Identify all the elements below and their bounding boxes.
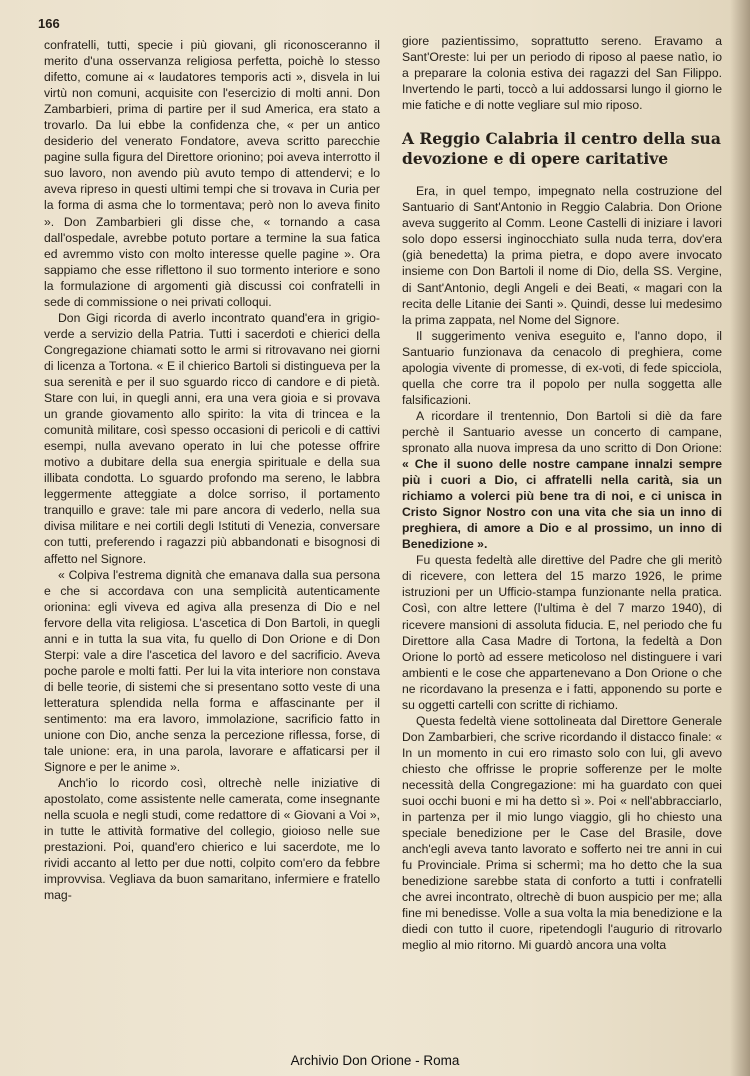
paragraph: Don Gigi ricorda di averlo incontrato quand'era in grigio-verde a servizio della Patria. Tutti i sacerdoti e chierici della Congregazione chiamati sotto le armi si ritrovavano nei giorni di licenza a Tortona. « E il chierico Bartoli si distingueva per la sua serenità e per il suo sguardo ricco di candore e di pietà. Stare con lui, in quegli anni, era una vera gioia e si provava un grande giovamento allo spirito: la vita di trincea e la comunità militare, così spesso occasioni di pericoli e di cattivi esempi, nulla avevano operato in lui che potesse offrire motivo a dubitare della sua energia spirituale e della sua illibata condotta. Lo sguardo profondo ma sereno, le labbra leggermente atteggiate a dolce sorriso, il portamento tranquillo e grave: tale mi pare ancora di vederlo, nella sua divisa militare e nei cortili degli Istituti di Venezia, conversare con tutti, preferendo i ragazzi più abbandonati e bisognosi di affetto nel Signore. <box>44 310 380 566</box>
paragraph <box>402 408 722 552</box>
left-column <box>44 37 380 904</box>
paragraph-intro: A ricordare il trentennio, Don Bartoli si diè da fare perchè il Santuario avesse un concerto di campane, spronato alla nuova impresa da uno scritto di Don Orione: <box>402 408 722 455</box>
paragraph: giore pazientissimo, soprattutto sereno. Eravamo a Sant'Oreste: lui per un periodo di riposo al paese natìo, io a preparare la colonia estiva dei ragazzi del San Filippo. Invertendo le parti, toccò a lui addossarsi lungo il giorno le mie fatiche e di notte vegliare sul mio riposo. <box>402 34 722 113</box>
right-column <box>402 33 722 953</box>
bold-quote: « Che il suono delle nostre campane innalzi sempre più i cuori a Dio, ci affratelli nella carità, sia un richiamo a volerci più bene tra di noi, e ci unisca in Cristo Signor Nostro con una vita che sia un inno di preghiera, di amore a Dio e al prossimo, un inno di Benedizione ». <box>402 457 722 552</box>
paragraph: Questa fedeltà viene sottolineata dal Direttore Generale Don Zambarbieri, che scrive ricordando il distacco finale: « In un momento in cui ero rimasto solo con lui, gli avevo chiesto che offrisse le proprie sofferenze per le molte necessità della Congregazione: mi ha guardato con quei suoi occhi buoni e mi ha detto sì ». Poi « nell'abbracciarlo, in partenza per il mio lungo viaggio, gli ho chiesto una speciale benedizione per le Case del Brasile, dove anch'egli aveva tanto lavorato e sofferto nei tre anni in cui fu Provinciale. Prima si schermì; ma ho detto che la sua benedizione sarebbe stata di conforto a tutti i confratelli che avrei incontrato, oltrechè di buon auspicio per me; alla fine mi benedisse. Volle a sua volta la mia benedizione e la diedi con tutto il cuore, ripetendogli l'augurio di ritrovarlo meglio al mio ritorno. Mi guardò ancora una volta <box>402 713 722 953</box>
archive-footer: Archivio Don Orione - Roma <box>290 1053 460 1068</box>
paragraph: Il suggerimento veniva eseguito e, l'anno dopo, il Santuario funzionava da cenacolo di preghiera, come apologia vivente di promesse, di ex-voti, di fede spicciola, quella che corre tra il popolo per nulla soggetta alle falsificazioni. <box>402 328 722 407</box>
paragraph: Era, in quel tempo, impegnato nella costruzione del Santuario di Sant'Antonio in Reggio Calabria. Don Orione aveva suggerito al Comm. Leone Castelli di iniziare i lavori solo dopo essersi inginocchiato sulla nuda terra, dov'era (già benedetta) la prima pietra, e dopo avere invocato insieme con Don Bartoli il nome di Dio, della SS. Vergine, di Sant'Antonio, degli Angeli e dei Beati, « magari con la recita delle Litanie dei Santi ». Quindi, desse lui medesimo la prima zappata, nel Nome del Signore. <box>402 184 722 327</box>
section-heading: A Reggio Calabria il centro della sua devozione e di opere caritative <box>402 129 721 169</box>
paragraph: Fu questa fedeltà alle direttive del Padre che gli meritò di ricevere, con lettera del 15 marzo 1926, le prime istruzioni per un Ufficio-stampa funzionante nella pratica. Così, con altre lettere (l'ultima è del 7 marzo 1940), di ricevere mansioni di assoluta fiducia. E, nel periodo che fu Direttore alla Casa Madre di Tortona, la fedeltà a Don Orione lo portò ad essere meticoloso nel distinguere i vari ambienti e le cose che appartenevano a Don Orione o che ne ricordavano la presenza e i fatti, apponendo su porte e su oggetti cartelli con scritte di richiamo. <box>402 553 722 712</box>
page-number: 166 <box>38 16 60 31</box>
paragraph: confratelli, tutti, specie i più giovani, gli riconosceranno il merito d'una osservanza religiosa perfetta, poichè lo stesso difetto, comune ai « laudatores temporis acti », disvela in lui virtù non comuni, acquisite con l'esercizio di molti anni. Don Zambarbieri, prima di partire per il sud America, era stato a trovarlo. Da lui ebbe la confidenza che, « per un antico desiderio del venerato Fondatore, aveva scritto parecchie pagine sulla figura del Direttore orionino; poi aveva interrotto il suo lavoro, non avendo più avuto tempo di attendervi; e lo aveva ripreso in questi ultimi tempi che si trovava in Curia per la forma di asma che lo tormentava; però non lo aveva finito ». Don Zambarbieri gli disse che, « tornando a casa dall'ospedale, avrebbe potuto portare a termine la sua fatica ed avremmo visto con molto interesse quelle pagine ». Ora sappiamo che esse riflettono il suo tormento interiore e sono la formulazione di argomenti già discussi coi confratelli in sede di commissione o nei privati colloqui. <box>44 38 380 309</box>
paragraph: « Colpiva l'estrema dignità che emanava dalla sua persona e che si accordava con una semplicità autenticamente orionina: egli viveva ed agiva alla presenza di Dio e nel fervore della vita religiosa. L'ascetica di Don Bartoli, in quegli anni e in tutta la sua vita, fu quello di Don Orione e di Don Sterpi: vale a dire l'ascetica del lavoro e del sacrificio. Aveva poche parole e molti fatti. Per lui la vita interiore non constava di belle teorie, di sistemi che si presentano sotto veste di una letteratura splendida nella forma e affascinante per il sentimento: ma era lavoro, immolazione, sacrificio fatto in unione con Dio, anche senza la percezione riflessa, forse, di tale unione: era, in una parola, lavorare e affaticarsi per il Signore e per le anime ». <box>44 567 380 775</box>
page-edge-shadow <box>730 0 750 1076</box>
paragraph: Anch'io lo ricordo così, oltrechè nelle iniziative di apostolato, come assistente nelle camerata, come insegnante nella scuola e negli studi, come redattore di « Giovani a Voi », in tutte le attività formative del collegio, gioioso nelle sue prestazioni. Poi, quand'ero chierico e lui sacerdote, me lo rividi accanto al letto per due notti, colpito com'ero da febbre improvvisa. Vegliava da buon samaritano, infermiere e fratello mag- <box>44 776 380 903</box>
